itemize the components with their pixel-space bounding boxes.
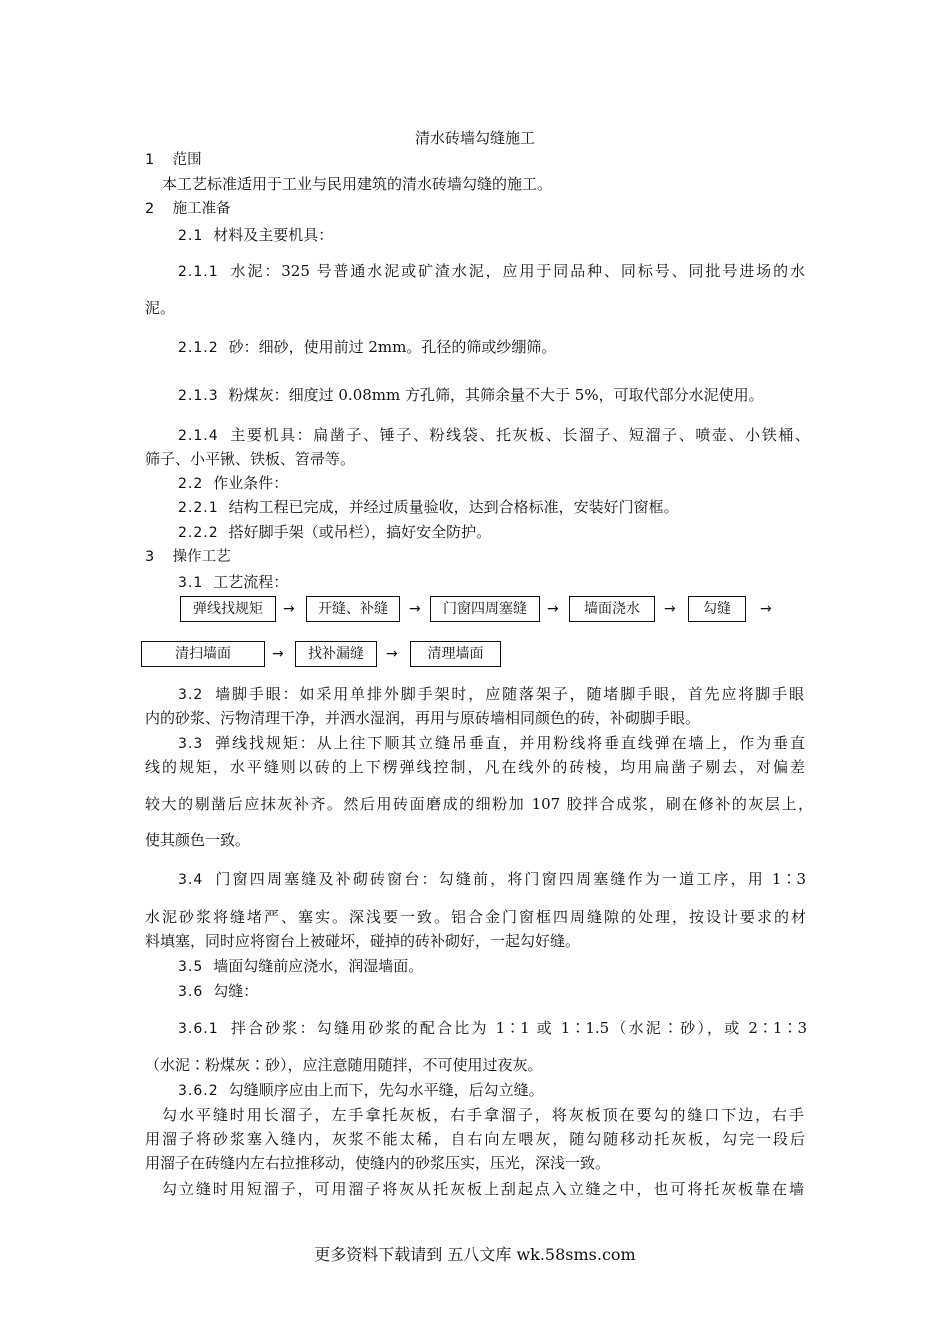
section-number: 2: [145, 201, 155, 217]
clause-number: 2.2.1: [178, 500, 219, 516]
section-title: 施工准备: [172, 201, 231, 217]
clause-2-1-3: [178, 385, 764, 406]
clause-text: 作业条件：: [213, 474, 289, 492]
scope-paragraph: 本工艺标准适用于工业与民用建筑的清水砖墙勾缝的施工。: [162, 175, 553, 193]
clause-number: 2.1.3: [178, 388, 219, 404]
flow-arrow: →: [547, 601, 559, 617]
clause-number: 3.3: [178, 736, 204, 752]
flow-arrow: →: [283, 601, 295, 617]
flow-step-clean-wall: 清扫墙面: [141, 641, 265, 667]
clause-text: 墙脚手眼：如采用单排外脚手架时，应随落架子，随堵脚手眼，首先应将脚手眼: [213, 685, 804, 703]
flow-step-snap-lines: 弹线找规矩: [180, 596, 276, 622]
section-1-heading: [145, 150, 202, 170]
clause-text: 弹线找规矩：从上往下顺其立缝吊垂直，并用粉线将垂直线弹在墙上，作为垂直: [213, 734, 805, 752]
clause-number: 2.2: [178, 476, 204, 492]
flow-step-final-clean: 清理墙面: [410, 641, 501, 667]
clause-3-3-line4: 使其颜色一致。: [145, 831, 251, 849]
clause-number: 3.6.1: [178, 1021, 219, 1037]
clause-text: 拌合砂浆：勾缝用砂浆的配合比为 1∶1 或 1∶1.5（水泥∶砂），或 2∶1∶3: [228, 1019, 807, 1037]
section-number: 1: [145, 152, 155, 168]
section-title: 操作工艺: [172, 549, 231, 565]
clause-number: 2.1.1: [178, 264, 219, 280]
clause-text: 粉煤灰：细度过 0.08mm 方孔筛，其筛余量不大于 5%，可取代部分水泥使用。: [228, 386, 764, 404]
clause-2-1-1-line2: 泥。: [145, 299, 176, 317]
clause-2-1-4-line1: [178, 425, 810, 446]
flow-arrow: →: [386, 646, 398, 662]
clause-3-2-line1: [178, 684, 804, 705]
clause-text: 工艺流程：: [213, 573, 289, 591]
clause-2-1-4-line2: 筛子、小平锹、铁板、笤帚等。: [145, 450, 356, 468]
flow-step-wet-wall: 墙面浇水: [569, 596, 655, 622]
clause-number: 3.4: [178, 872, 204, 888]
clause-3-2-line2: 内的砂浆、污物清理干净，并洒水湿润，再用与原砖墙相同颜色的砖，补砌脚手眼。: [145, 709, 701, 727]
clause-3-5: [178, 956, 423, 977]
clause-3-4-line2: 水泥砂浆将缝堵严、塞实。深浅要一致。铝合金门窗框四周缝隙的处理，按设计要求的材: [145, 908, 806, 926]
horizontal-seam-line2: 用溜子将砂浆塞入缝内，灰浆不能太稀，自右向左喂灰，随勾随移动托灰板，勾完一段后: [145, 1130, 805, 1148]
flow-arrow: →: [664, 601, 676, 617]
clause-text: 材料及主要机具：: [213, 226, 334, 244]
clause-2-1-1-line1: [178, 261, 805, 282]
section-title: 范围: [172, 152, 202, 168]
clause-3-4-line3: 料填塞，同时应将窗台上被碰坏，碰掉的砖补砌好，一起勾好缝。: [145, 932, 581, 950]
clause-text: 搭好脚手架（或吊栏），搞好安全防护。: [228, 523, 492, 541]
clause-text: 结构工程已完成，并经过质量验收，达到合格标准，安装好门窗框。: [228, 498, 679, 516]
clause-3-6-1-line2: （水泥∶粉煤灰∶砂），应注意随用随拌，不可使用过夜灰。: [145, 1056, 543, 1074]
horizontal-seam-line1: 勾水平缝时用长溜子，左手拿托灰板，右手拿溜子，将灰板顶在要勾的缝口下边，右手: [162, 1106, 804, 1124]
clause-3-6-1-line1: [178, 1018, 807, 1039]
clause-3-3-line2: 线的规矩，水平缝则以砖的上下楞弹线控制，凡在线外的砖棱，均用扁凿子剔去，对偏差: [145, 758, 805, 776]
clause-text: 墙面勾缝前应浇水，润湿墙面。: [213, 957, 424, 975]
clause-2-1: [178, 225, 333, 246]
clause-2-1-2: [178, 337, 556, 358]
flow-arrow: →: [760, 601, 772, 617]
clause-text: 门窗四周塞缝及补砌砖窗台：勾缝前，将门窗四周塞缝作为一道工序，用 1∶3: [213, 870, 806, 888]
clause-number: 2.2.2: [178, 525, 219, 541]
clause-text: 勾缝：: [213, 982, 259, 1000]
clause-text: 水泥：325 号普通水泥或矿渣水泥，应用于同品种、同标号、同批号进场的水: [228, 262, 805, 280]
section-2-heading: [145, 199, 231, 219]
clause-text: 主要机具：扁凿子、锤子、粉线袋、托灰板、长溜子、短溜子、喷壶、小铁桶、: [228, 426, 810, 444]
page-title: 清水砖墙勾缝施工: [414, 129, 535, 147]
flow-step-open-seams: 开缝、补缝: [306, 596, 400, 622]
clause-3-3-line1: [178, 733, 805, 754]
clause-number: 3.6.2: [178, 1083, 219, 1099]
clause-3-6-2: [178, 1080, 544, 1101]
clause-3-6: [178, 981, 258, 1002]
clause-3-3-line3: 较大的剔凿后应抹灰补齐。然后用砖面磨成的细粉加 107 胶拌合成浆，刷在修补的灰层上，: [145, 795, 813, 813]
horizontal-seam-line3: 用溜子在砖缝内左右拉推移动，使缝内的砂浆压实，压光，深浅一致。: [145, 1154, 611, 1172]
clause-number: 3.5: [178, 959, 204, 975]
clause-2-2-1: [178, 497, 679, 518]
clause-text: 砂：细砂，使用前过 2mm。孔径的筛或纱绷筛。: [228, 338, 557, 356]
clause-text: 勾缝顺序应由上而下，先勾水平缝，后勾立缝。: [228, 1081, 544, 1099]
clause-number: 2.1.2: [178, 340, 219, 356]
footer-link-text: 更多资料下载请到 五八文库 wk.58sms.com: [314, 1245, 636, 1264]
clause-3-4-line1: [178, 869, 806, 890]
section-3-heading: [145, 547, 231, 567]
clause-number: 3.2: [178, 687, 204, 703]
flow-arrow: →: [272, 646, 284, 662]
flow-step-fix-missed: 找补漏缝: [295, 641, 377, 667]
flow-step-frame-seams: 门窗四周塞缝: [430, 596, 540, 622]
clause-3-1: [178, 572, 288, 593]
section-number: 3: [145, 549, 155, 565]
flow-arrow: →: [409, 601, 421, 617]
flow-step-pointing: 勾缝: [688, 596, 746, 622]
clause-number: 2.1.4: [178, 428, 219, 444]
clause-2-2: [178, 473, 288, 494]
vertical-seam-line1: 勾立缝时用短溜子，可用溜子将灰从托灰板上刮起点入立缝之中，也可将托灰板靠在墙: [162, 1180, 804, 1198]
clause-2-2-2: [178, 522, 491, 543]
clause-number: 3.6: [178, 984, 204, 1000]
clause-number: 2.1: [178, 228, 204, 244]
clause-number: 3.1: [178, 575, 204, 591]
